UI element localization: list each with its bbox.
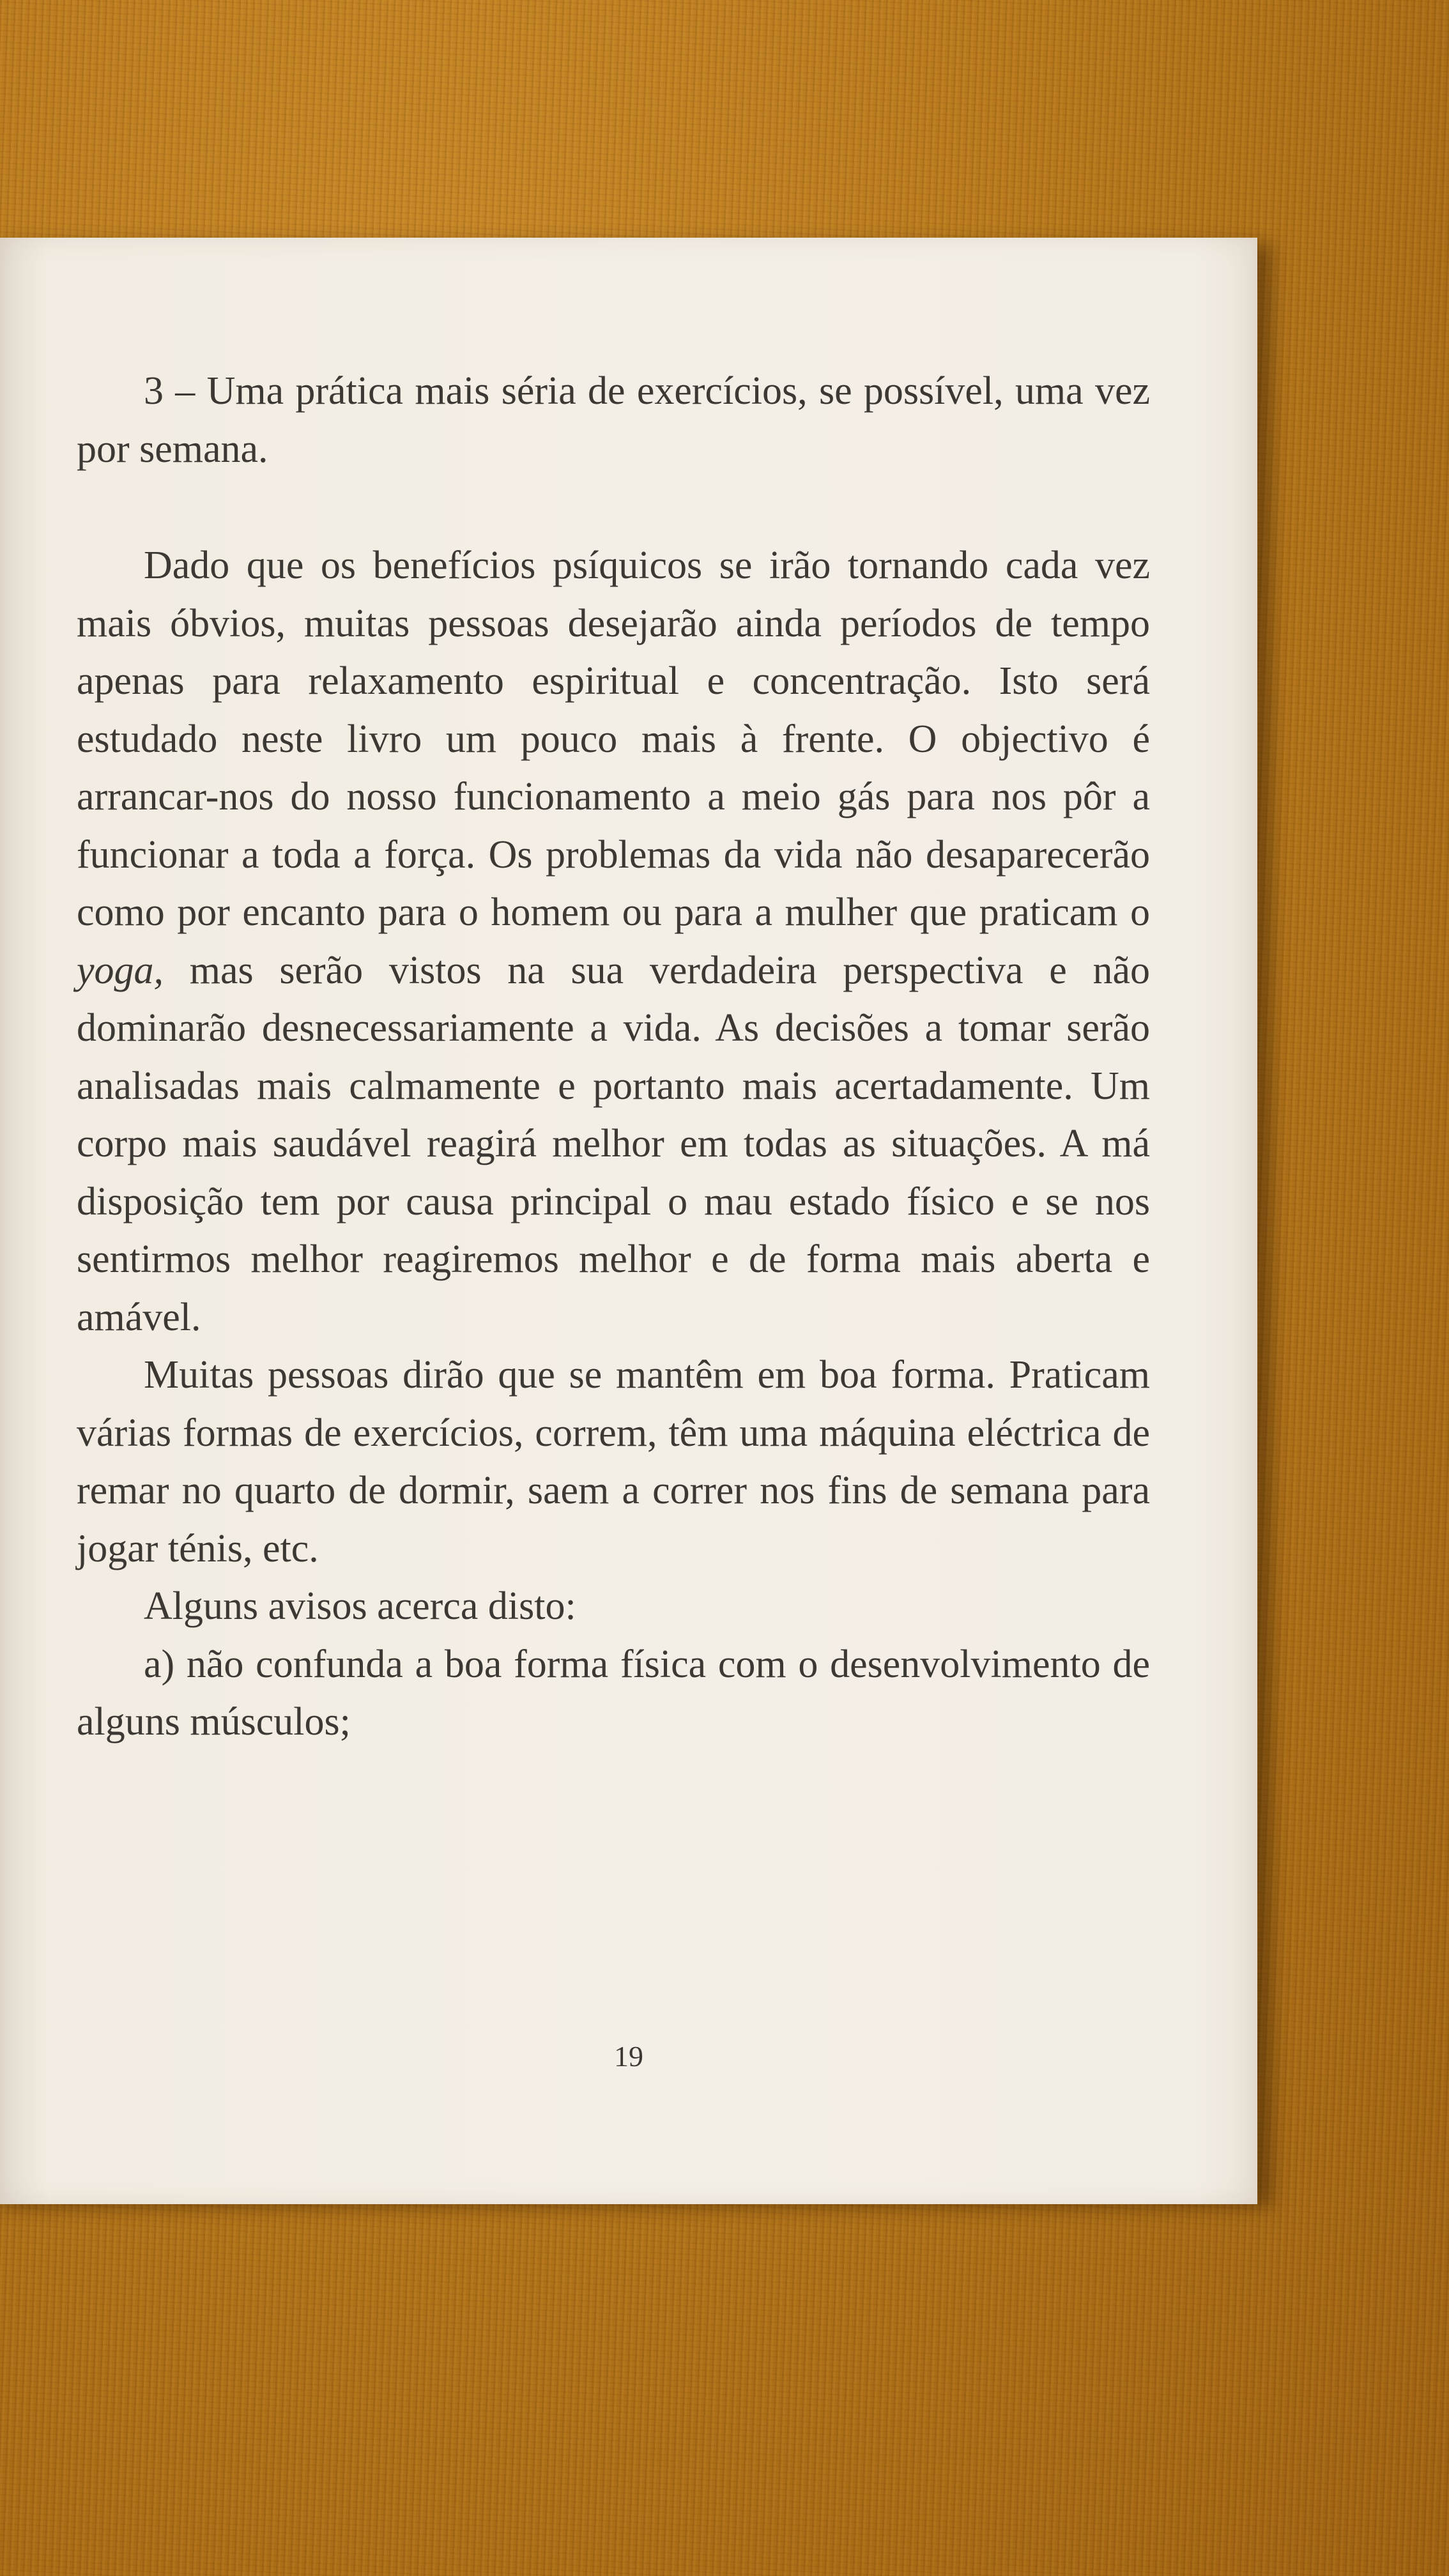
list-item-3: 3 – Uma prática mais séria de exercícios, se possível, uma vez por semana.: [77, 369, 1150, 471]
page-body-text: [77, 362, 1150, 1751]
page-number: 19: [614, 2040, 643, 2073]
paragraph-good-shape: Muitas pessoas dirão que se mantêm em boa forma. Praticam várias formas de exercícios, correm, têm uma máquina eléctrica de remar no quarto de dormir, saem a correr nos fins de semana para jogar ténis, etc.: [77, 1353, 1150, 1570]
paragraph-warnings-intro: Alguns avisos acerca disto:: [144, 1584, 576, 1628]
list-item-a: a) não confunda a boa forma física com o desenvolvimento de alguns músculos;: [77, 1642, 1150, 1744]
paragraph-benefits-text-1: Dado que os benefícios psíquicos se irão tornando cada vez mais óbvios, muitas pessoas desejarão ainda períodos de tempo apenas para relaxamento espiritual e concentração. Isto será estudado neste livro um pouco mais à frente. O objectivo é arrancar-nos do nosso funcionamento a meio gás para nos pôr a funcionar a toda a força. Os problemas da vida não desaparecerão como por encanto para o homem ou para a mulher que praticam o: [77, 544, 1150, 934]
paragraph-benefits: [77, 537, 1150, 1346]
yoga-italic-word: yoga,: [77, 948, 164, 992]
paragraph-benefits-text-2: mas serão vistos na sua verdadeira perspectiva e não dominarão desnecessariamente a vida. As decisões a tomar serão analisadas mais calmamente e portanto mais acertadamente. Um corpo mais saudável reagirá melhor em todas as situações. A má disposição tem por causa principal o mau estado físico e se nos sentirmos melhor reagiremos melhor e de forma mais aberta e amável.: [77, 948, 1150, 1339]
book-page: [0, 238, 1257, 2204]
